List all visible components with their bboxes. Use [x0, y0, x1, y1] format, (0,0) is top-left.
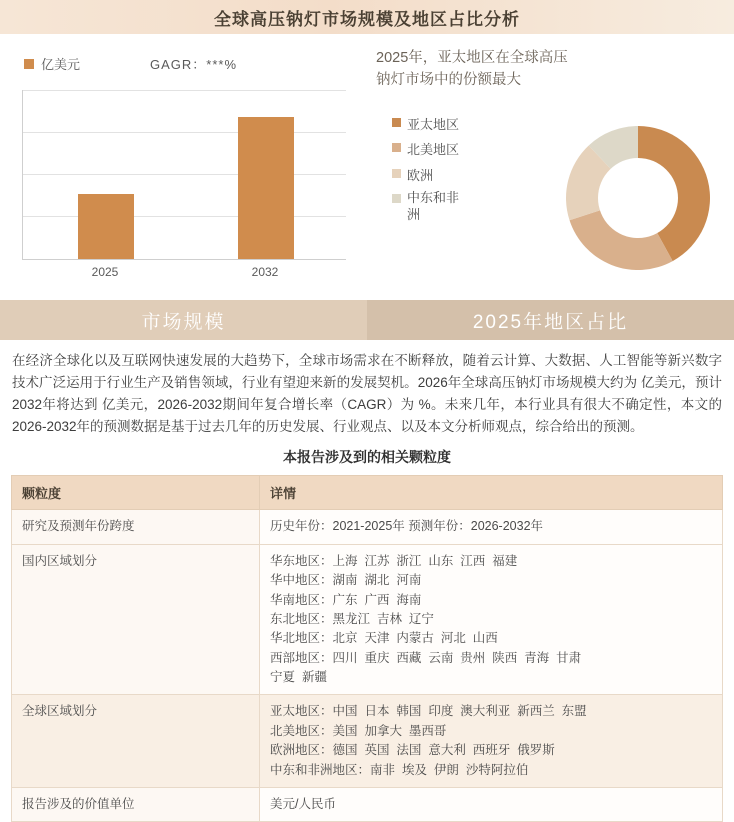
detail-line: 宁夏 新疆 — [270, 670, 327, 685]
row-label: 报告涉及的价值单位 — [12, 787, 260, 821]
gridline — [23, 90, 346, 91]
row-detail — [260, 695, 723, 788]
band-market-size: 市场规模 — [0, 300, 367, 340]
cagr-annotation: GAGR：***% — [150, 57, 238, 72]
band-region-share: 2025年地区占比 — [367, 300, 734, 340]
donut-legend-label: 欧洲 — [407, 167, 434, 183]
donut-legend-label: 亚太地区 — [407, 117, 460, 132]
donut-legend-item-0 — [392, 112, 469, 137]
legend-swatch-icon — [392, 194, 401, 203]
bar-plot-area — [22, 90, 346, 260]
donut-legend — [392, 112, 469, 224]
donut-chart-heading: 2025年，亚太地区在全球高压钠灯市场中的份额最大 — [376, 50, 568, 88]
row-detail — [260, 510, 723, 544]
bar-chart — [0, 40, 370, 296]
donut-graphic — [558, 118, 718, 278]
table-row — [12, 510, 723, 544]
donut-chart — [370, 40, 734, 296]
row-label: 研究及预测年份跨度 — [12, 510, 260, 544]
detail-line: 美元/人民币 — [270, 796, 336, 811]
legend-swatch-icon — [392, 169, 401, 178]
bar-2032 — [238, 117, 294, 259]
detail-line: 东北地区：黑龙江 吉林 辽宁 — [270, 611, 434, 626]
legend-swatch-icon — [392, 143, 401, 152]
detail-line: 欧洲地区：德国 英国 法国 意大利 西班牙 俄罗斯 — [270, 743, 555, 758]
gridline — [23, 132, 346, 133]
donut-svg — [558, 118, 718, 278]
table-row — [12, 544, 723, 695]
bar-chart-legend — [24, 54, 370, 73]
section-band — [0, 300, 734, 340]
donut-legend-label: 北美地区 — [407, 142, 460, 158]
legend-swatch-icon — [392, 118, 401, 127]
table-header-row — [12, 476, 723, 510]
detail-line: 中东和非洲地区：南非 埃及 伊朗 沙特阿拉伯 — [270, 762, 529, 777]
detail-line: 华中地区：湖南 湖北 河南 — [270, 573, 422, 588]
detail-line: 亚太地区：中国 日本 韩国 印度 澳大利亚 新西兰 东盟 — [270, 704, 587, 719]
row-detail — [260, 544, 723, 695]
row-detail — [260, 787, 723, 821]
page-title: 全球高压钠灯市场规模及地区占比分析 — [214, 9, 520, 29]
charts-area — [0, 34, 734, 296]
row-label: 国内区域划分 — [12, 544, 260, 695]
detail-line: 华北地区：北京 天津 内蒙古 河北 山西 — [270, 631, 498, 646]
detail-line: 华南地区：广东 广西 海南 — [270, 592, 422, 607]
detail-line: 北美地区：美国 加拿大 墨西哥 — [270, 723, 447, 738]
bar-2025 — [78, 194, 134, 259]
page-title-bar — [0, 0, 734, 34]
donut-legend-item-3 — [392, 188, 469, 224]
legend-swatch-icon — [24, 59, 34, 69]
x-label-2032: 2032 — [251, 265, 279, 279]
detail-line: 华东地区：上海 江苏 浙江 山东 江西 福建 — [270, 553, 518, 568]
gridline — [23, 174, 346, 175]
table-row — [12, 695, 723, 788]
gridline — [23, 216, 346, 217]
donut-legend-label: 中东和非洲 — [407, 190, 460, 222]
summary-paragraph: 在经济全球化以及互联网快速发展的大趋势下，全球市场需求在不断释放，随着云计算、大数据、人工智能等新兴数字技术广泛运用于行业生产及销售领域，行业有望迎来新的发展契机。2026年全球高压钠灯市场规模大约为 亿美元，预计2032年将达到 亿美元，2026-2032期间年复合增长率（CAGR）为 %。未来几年，本行业具有很大不确定性，本文的2026-2032年的预测数据是基于过去几年的历史发展、行业观点、以及本文分析师观点，综合给出的预测。 — [12, 353, 722, 434]
granularity-table — [11, 475, 723, 822]
detail-line: 西部地区：四川 重庆 西藏 云南 贵州 陕西 青海 甘肃 — [270, 650, 582, 665]
bar-legend-label: 亿美元 — [41, 57, 81, 72]
donut-legend-item-1 — [392, 137, 469, 162]
x-label-2025: 2025 — [91, 265, 119, 279]
table-caption: 本报告涉及到的相关颗粒度 — [283, 449, 451, 466]
detail-line: 历史年份：2021-2025年 预测年份：2026-2032年 — [270, 519, 544, 534]
table-row — [12, 787, 723, 821]
row-label: 全球区域划分 — [12, 695, 260, 788]
donut-legend-item-2 — [392, 163, 469, 188]
table-header-granularity: 颗粒度 — [12, 476, 260, 510]
table-header-detail: 详情 — [260, 476, 723, 510]
